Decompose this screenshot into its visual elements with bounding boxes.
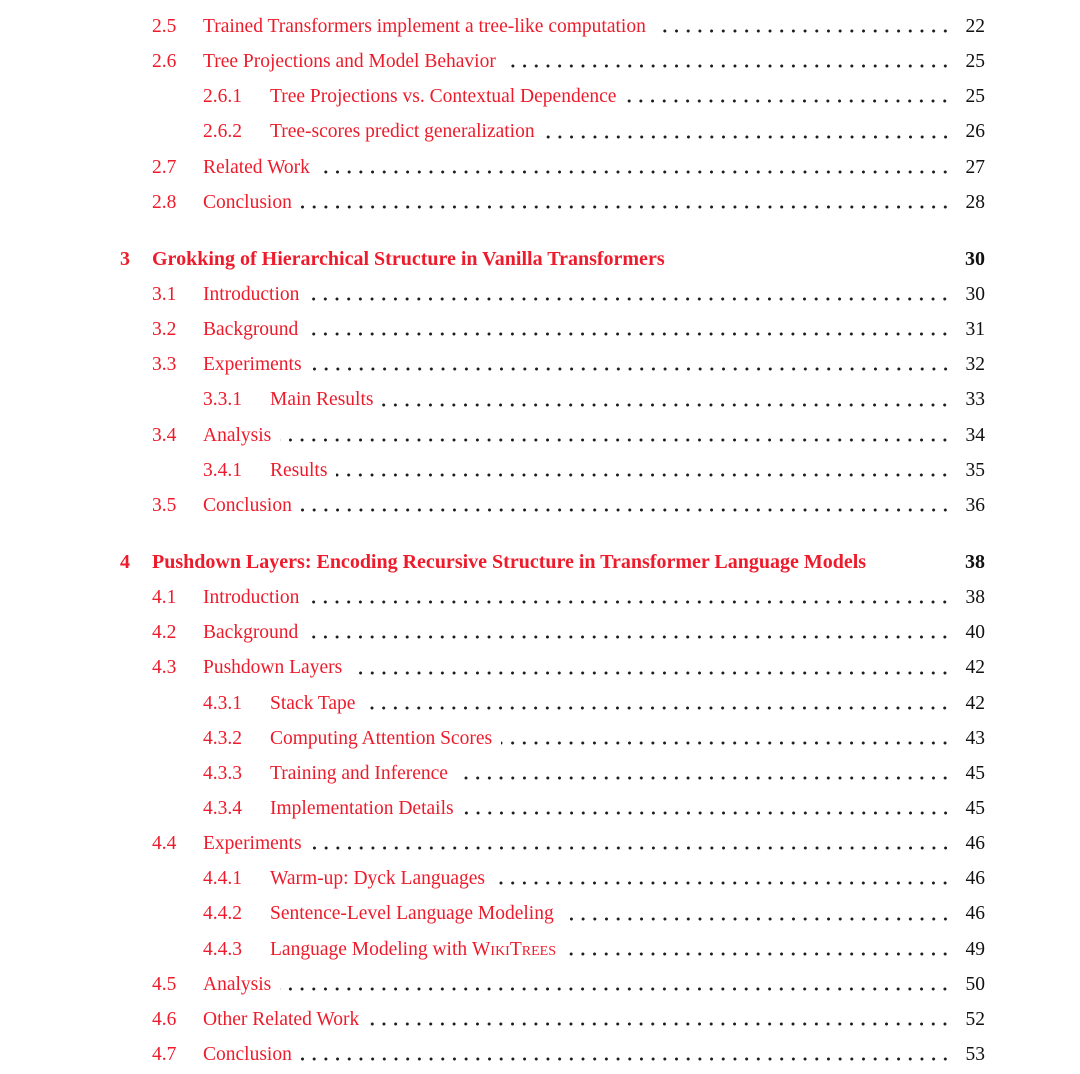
entry-number: 2.5 xyxy=(152,16,177,37)
toc-entry[interactable] xyxy=(120,615,985,650)
entry-title: Conclusion xyxy=(203,1043,292,1065)
entry-page: 46 xyxy=(965,833,985,855)
entry-number: 3.3 xyxy=(152,354,177,376)
leader-dots xyxy=(565,952,951,956)
entry-page: 30 xyxy=(965,247,985,270)
entry-page: 50 xyxy=(965,973,985,995)
toc-entry[interactable] xyxy=(120,545,985,580)
entry-page: 46 xyxy=(965,903,985,925)
toc-entry[interactable] xyxy=(120,861,985,896)
entry-title: Sentence-Level Language Modeling xyxy=(270,903,554,925)
entry-page: 33 xyxy=(965,389,985,411)
entry-title: Grokking of Hierarchical Structure in Vanilla Transformers xyxy=(152,247,665,270)
leader-dots xyxy=(505,64,951,68)
entry-number: 4.6 xyxy=(152,1008,177,1030)
entry-title: Other Related Work xyxy=(203,1008,360,1030)
leader-dots xyxy=(494,881,951,885)
entry-number: 2.8 xyxy=(152,191,177,213)
toc-entry[interactable] xyxy=(120,896,985,931)
entry-page: 31 xyxy=(965,319,985,341)
entry-number: 4.3.2 xyxy=(203,727,242,749)
leader-dots xyxy=(457,776,951,780)
entry-title: Training and Inference xyxy=(270,762,448,784)
toc-entry[interactable] xyxy=(120,9,985,44)
entry-title: Analysis xyxy=(203,973,272,995)
entry-title: Background xyxy=(203,319,299,341)
toc-entry[interactable] xyxy=(120,791,985,826)
toc-entry[interactable] xyxy=(120,312,985,347)
entry-page: 22 xyxy=(965,16,985,37)
toc-entry[interactable] xyxy=(120,453,985,488)
leader-dots xyxy=(501,741,951,745)
entry-title: Conclusion xyxy=(203,494,292,516)
entry-number: 2.6 xyxy=(152,51,177,73)
entry-number: 4.4.2 xyxy=(203,903,242,925)
toc-entry[interactable] xyxy=(120,44,985,79)
toc-entry[interactable] xyxy=(120,488,985,523)
leader-dots xyxy=(308,600,951,604)
toc-entry[interactable] xyxy=(120,686,985,721)
leader-dots xyxy=(368,1022,951,1026)
entry-page: 27 xyxy=(965,156,985,178)
entry-title: Computing Attention Scores xyxy=(270,727,493,749)
entry-title xyxy=(270,932,556,967)
leader-dots xyxy=(351,671,951,675)
leader-dots xyxy=(674,262,951,266)
entry-page: 26 xyxy=(965,121,985,143)
entry-title: Warm-up: Dyck Languages xyxy=(270,868,486,890)
entry-title: Experiments xyxy=(203,833,302,855)
entry-page: 49 xyxy=(965,938,985,960)
entry-title: Tree Projections and Model Behavior xyxy=(203,51,496,73)
entry-page: 42 xyxy=(965,692,985,714)
leader-dots xyxy=(301,508,951,512)
leader-dots xyxy=(382,403,951,407)
entry-title-smallcaps-segment: WikiTrees xyxy=(472,938,556,960)
entry-number: 4.2 xyxy=(152,622,177,644)
leader-dots xyxy=(311,846,951,850)
entry-number: 2.7 xyxy=(152,156,177,178)
toc-entry[interactable] xyxy=(120,277,985,312)
entry-page: 25 xyxy=(965,51,985,73)
entry-title: Analysis xyxy=(203,424,272,446)
entry-title-segment: Language Modeling with xyxy=(270,938,472,960)
leader-dots xyxy=(308,297,951,301)
toc-entry[interactable] xyxy=(120,382,985,417)
leader-dots xyxy=(544,135,951,139)
leader-dots xyxy=(875,565,951,569)
entry-title: Tree Projections vs. Contextual Dependence xyxy=(270,86,617,108)
toc-entry[interactable] xyxy=(120,967,985,1002)
entry-title: Tree-scores predict generalization xyxy=(270,121,535,143)
entry-title: Background xyxy=(203,622,299,644)
entry-number: 3.4 xyxy=(152,424,177,446)
entry-page: 45 xyxy=(965,797,985,819)
entry-number: 4.3.4 xyxy=(203,797,242,819)
entry-page: 35 xyxy=(965,459,985,481)
entry-number: 3 xyxy=(120,247,130,270)
entry-number: 4.3 xyxy=(152,657,177,679)
entry-number: 3.3.1 xyxy=(203,389,242,411)
entry-page: 25 xyxy=(965,86,985,108)
entry-page: 52 xyxy=(965,1008,985,1030)
leader-dots xyxy=(336,473,951,477)
toc-entry[interactable] xyxy=(120,756,985,791)
toc-entry[interactable] xyxy=(120,79,985,114)
leader-dots xyxy=(364,706,951,710)
leader-dots xyxy=(301,1057,951,1061)
leader-dots xyxy=(307,332,951,336)
entry-number: 3.1 xyxy=(152,283,177,305)
entry-number: 3.4.1 xyxy=(203,459,242,481)
entry-number: 2.6.2 xyxy=(203,121,242,143)
entry-title: Results xyxy=(270,459,328,481)
toc-entry[interactable] xyxy=(120,580,985,615)
leader-dots xyxy=(301,205,951,209)
entry-title: Introduction xyxy=(203,587,300,609)
entry-page: 42 xyxy=(965,657,985,679)
leader-dots xyxy=(280,987,951,991)
entry-page: 32 xyxy=(965,354,985,376)
entry-page: 38 xyxy=(965,550,985,573)
entry-number: 4.4.1 xyxy=(203,868,242,890)
entry-number: 3.2 xyxy=(152,319,177,341)
entry-title: Introduction xyxy=(203,283,300,305)
entry-page: 36 xyxy=(965,494,985,516)
toc-entry[interactable] xyxy=(120,114,985,149)
leader-dots xyxy=(311,367,951,371)
entry-page: 38 xyxy=(965,587,985,609)
leader-dots xyxy=(280,438,951,442)
entry-page: 45 xyxy=(965,762,985,784)
leader-dots xyxy=(655,29,951,33)
entry-page: 30 xyxy=(965,283,985,305)
entry-page: 53 xyxy=(965,1043,985,1065)
leader-dots xyxy=(307,635,951,639)
entry-number: 2.6.1 xyxy=(203,86,242,108)
entry-page: 34 xyxy=(965,424,985,446)
entry-title: Pushdown Layers: Encoding Recursive Structure in Transformer Language Models xyxy=(152,550,867,573)
toc-entry[interactable] xyxy=(120,650,985,685)
entry-title: Pushdown Layers xyxy=(203,657,343,679)
entry-title: Related Work xyxy=(203,156,310,178)
entry-title: Main Results xyxy=(270,389,374,411)
entry-number: 4 xyxy=(120,550,130,573)
entry-page: 46 xyxy=(965,868,985,890)
toc-entry[interactable] xyxy=(120,826,985,861)
toc-entry[interactable] xyxy=(120,1002,985,1037)
leader-dots xyxy=(463,811,951,815)
entry-number: 4.3.3 xyxy=(203,762,242,784)
entry-number: 4.1 xyxy=(152,587,177,609)
entry-page: 43 xyxy=(965,727,985,749)
toc-entry[interactable] xyxy=(120,721,985,756)
toc-entry[interactable] xyxy=(120,150,985,185)
toc-entry[interactable] xyxy=(120,932,985,967)
entry-title: Implementation Details xyxy=(270,797,454,819)
entry-page: 40 xyxy=(965,622,985,644)
entry-title: Trained Transformers implement a tree-like computation xyxy=(203,16,646,37)
entry-title: Stack Tape xyxy=(270,692,356,714)
leader-dots xyxy=(319,170,951,174)
entry-number: 4.5 xyxy=(152,973,177,995)
leader-dots xyxy=(625,99,951,103)
leader-dots xyxy=(563,917,951,921)
entry-number: 4.7 xyxy=(152,1043,177,1065)
toc-entry[interactable] xyxy=(120,242,985,277)
toc-list xyxy=(120,9,985,1072)
toc-entry[interactable] xyxy=(120,418,985,453)
entry-number: 4.4.3 xyxy=(203,938,242,960)
entry-page: 28 xyxy=(965,191,985,213)
entry-number: 4.4 xyxy=(152,833,177,855)
entry-number: 3.5 xyxy=(152,494,177,516)
entry-number: 4.3.1 xyxy=(203,692,242,714)
entry-title: Experiments xyxy=(203,354,302,376)
toc-entry[interactable] xyxy=(120,347,985,382)
toc-entry[interactable] xyxy=(120,1037,985,1072)
toc-entry[interactable] xyxy=(120,185,985,220)
entry-title: Conclusion xyxy=(203,191,292,213)
